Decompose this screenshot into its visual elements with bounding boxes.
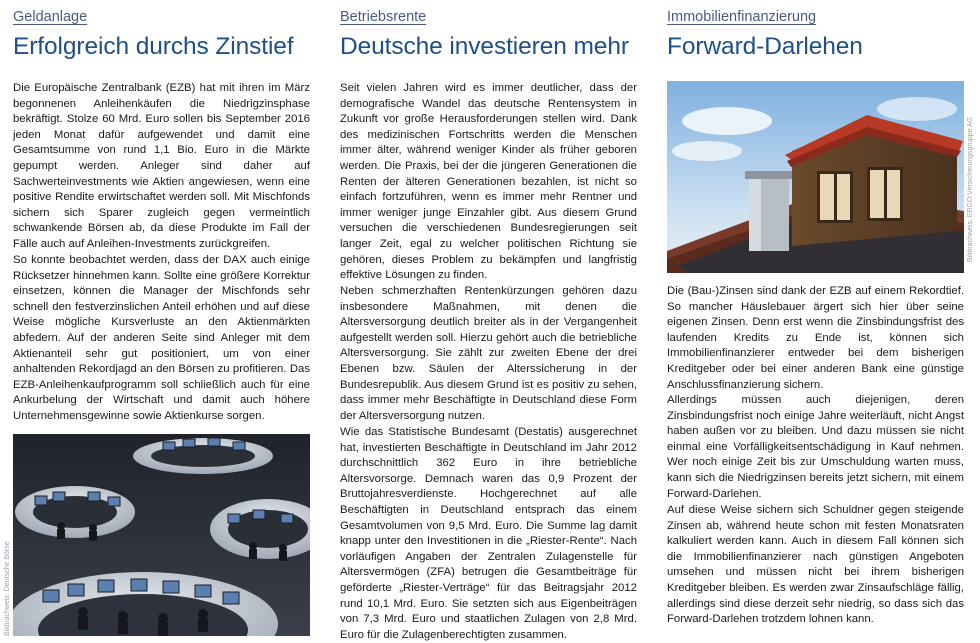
image-credit: Bildnachweis: Deutsche Börse: [4, 541, 11, 636]
article-paragraph: Die (Bau-)Zinsen sind dank der EZB auf einem Rekordtief. So mancher Häuslebauer ärgert sich hier über seine eigenen Zinsen. Denn erst wenn die Zinsbindungsfrist des laufenden Kredits zu Ende ist, können sich Immobilienfinanzierer entweder bei dem bisherigen Kreditgeber oder bei einer anderen Bank eine günstige Anschlussfinanzierung sichern.: [667, 285, 964, 391]
category-label: Immobilienfinanzierung: [667, 9, 817, 25]
image-credit: Bildnachweis: ERGO Versicherungsgruppe AG: [967, 116, 974, 262]
house-roof-photo: [667, 81, 964, 273]
category-label: Betriebsrente: [340, 9, 427, 25]
article-title: Erfolgreich durchs Zinstief: [13, 33, 294, 60]
article-title: Deutsche investieren mehr: [340, 33, 629, 60]
article-title: Forward-Darlehen: [667, 33, 863, 60]
article-paragraph: Neben schmerzhaften Rentenkürzungen gehören dazu insbesondere Maßnahmen, mit denen die Altersversorgung deutlich breiter als in der Vergangenheit aufgestellt werden soll. Hierzu gehört auch die betriebliche Altersversorgung. Sie zählt zur zweiten Ebene der drei Ebenen bzw. Säulen der Alterssicherung in der Bundesrepublik. Aus diesem Grund ist es positiv zu sehen, dass immer mehr Beschäftigte in Deutschland diese Form der Altersversorgung nutzen.: [340, 285, 637, 422]
category-label: Geldanlage: [13, 9, 88, 25]
stock-exchange-photo: [13, 434, 310, 636]
article-paragraph: Die Europäische Zentralbank (EZB) hat mit ihren im März begonnenen Anleihenkäufen die Niedrigzinsphase bekräftigt. Stolze 60 Mrd. Euro sollen bis September 2016 jeden Monat dafür aufgewendet und damit eine Gesamtsumme von rund 1,1 Bio. Euro in die Märkte gepumpt werden. Anleger sind daher auf Sachwerteinvestments wie Aktien angewiesen, wenn eine positive Rendite erwirtschaftet werden soll. Mit Mischfonds sichern sich Sparer zugleich gegen vermeintlich schwankende Börsen ab, da diese Produkte im Fall der Fälle auch auf Anleihen-Investments zurückgreifen.: [13, 82, 310, 250]
article-paragraph: Wie das Statistische Bundesamt (Destatis) ausgerechnet hat, investierten Beschäftigte in Deutschland im Jahr 2012 durchschnittlich 362 Euro in ihre betriebliche Altersvorsorge. Demnach waren das 0,9 Prozent der Bruttojahresverdienste. Hochgerechnet auf alle Beschäftigten in Deutschland entsprach das einem Gesamtvolumen von 9,5 Mrd. Euro. Die Summe lag damit knapp unter den Investitionen in die „Riester-Rente“. Nach vorläufigen Angaben der Zentralen Zulagenstelle für Altersvermögen (ZFA) betrugen die Gesamtbeiträge für geförderte „Riester-Verträge“ für das Beitragsjahr 2012 rund 10,1 Mrd. Euro. Sie setzten sich aus Eigenbeiträgen von 7,3 Mrd. Euro und staatlichen Zulagen von 2,8 Mrd. Euro für die Zulagenberechtigten zusammen.: [340, 426, 637, 641]
article-paragraph: Seit vielen Jahren wird es immer deutlicher, dass der demografische Wandel das deutsche Rentensystem in Zukunft vor große Herausforderungen stellen wird. Dank des medizinischen Fortschritts werden die Menschen immer älter, während weniger Kinder als früher geboren werden. Die Praxis, bei der die jüngeren Generationen die Renten der älteren Generationen bezahlen, ist nicht so einfach fortzuführen, wenn es immer mehr Rentner und immer weniger junge Einzahler gibt. Aus diesem Grund versuchen die verschiedenen Bundesregierungen seit langer Zeit, egal zu welcher politischen Richtung sie gehören, dieses Problem zu bekämpfen und langfristig effektive Lösungen zu finden.: [340, 82, 637, 282]
article-paragraph: Allerdings müssen auch diejenigen, deren Zinsbindungsfrist noch einige Jahre weiterläuft, nicht Angst haben außen vor zu bleiben. Und dazu müssen sie nicht einmal eine Vorfälligkeitsentschädigung in Kauf nehmen. Wer noch einige Zeit bis zur Umschuldung warten muss, kann sich die Niedrigzinsen bereits jetzt sichern, mit einem Forward-Darlehen.: [667, 394, 964, 500]
article-paragraph: Auf diese Weise sichern sich Schuldner gegen steigende Zinsen ab, während heute schon mit festen Monatsraten kalkuliert werden kann. Auch in diesem Fall können sich die Immobilienfinanzierer nach günstigen Angeboten umsehen und müssen nicht bei ihrem bisherigen Kreditgeber bleiben. Es werden zwar Zinsaufschläge fällig, allerdings sind diese derzeit sehr niedrig, so dass sich das Forward-Darlehen trotzdem lohnen kann.: [667, 504, 964, 626]
article-paragraph: So konnte beobachtet werden, dass der DAX auch einige Rücksetzer hinnehmen kann. Sollte eine größere Korrektur einsetzen, können die Manager der Mischfonds sehr schnell den festverzinslichen Anteil erhöhen und auf diese Weise mögliche Kursverluste an den Aktienmärkten abfedern. Auf der anderen Seite sind Anleger mit dem Aktienanteil sehr gut positioniert, um von einer anhaltenden Rekordjagd an den Börsen zu profitieren. Das EZB-Anleihenkaufprogramm soll schließlich auch für eine Ankurbelung der Wirtschaft und damit auch höhere Unternehmensgewinne sowie Aktienkurse sorgen.: [13, 254, 310, 422]
